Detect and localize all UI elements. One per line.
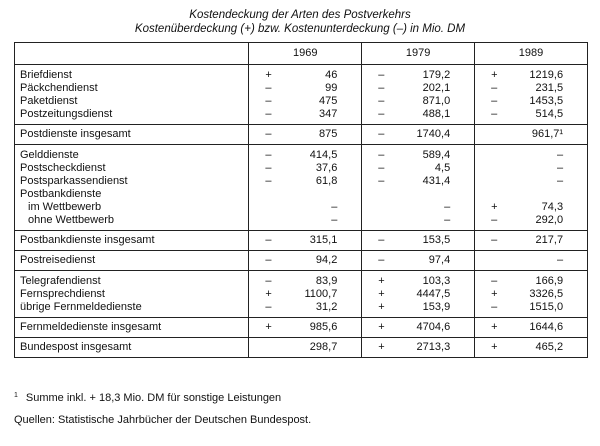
value-sign: –: [378, 234, 385, 246]
value-cell: [249, 95, 362, 108]
value-sign: +: [378, 341, 385, 353]
value-cell: [475, 318, 588, 338]
value-sign: –: [265, 275, 272, 287]
row-label: [15, 82, 249, 95]
value-number: 1219,6: [529, 69, 564, 81]
value-number: 514,5: [535, 108, 564, 120]
value-number: –: [444, 201, 451, 213]
value-sign: –: [265, 254, 272, 266]
value-sign: –: [265, 162, 272, 174]
row-label: [15, 201, 249, 214]
value-number: 589,4: [422, 149, 451, 161]
value-number: 871,0: [422, 95, 451, 107]
table-row: [15, 231, 588, 251]
value-cell: [249, 65, 362, 83]
value-sign: –: [378, 108, 385, 120]
row-label-text: Postreisedienst: [20, 254, 96, 266]
table-row: [15, 175, 588, 188]
row-label-text: Telegrafendienst: [20, 275, 101, 287]
value-cell: [362, 231, 475, 251]
value-cell: [475, 271, 588, 289]
table-row: [15, 201, 588, 214]
value-sign: –: [491, 82, 498, 94]
value-sign: –: [265, 301, 272, 313]
value-sign: –: [491, 108, 498, 120]
row-label-text: Postscheckdienst: [20, 162, 106, 174]
value-sign: +: [378, 275, 385, 287]
value-sign: –: [265, 128, 272, 140]
row-label: [15, 65, 249, 83]
table-row: [15, 288, 588, 301]
value-sign: –: [378, 149, 385, 161]
value-number: 37,6: [315, 162, 338, 174]
value-sign: +: [265, 69, 272, 81]
row-label-text: Bundespost insgesamt: [20, 341, 132, 353]
value-sign: +: [378, 288, 385, 300]
value-number: 488,1: [422, 108, 451, 120]
value-sign: +: [491, 341, 498, 353]
value-number: 3326,5: [529, 288, 564, 300]
sources-note: Quellen: Statistische Jahrbücher der Deutschen Bundespost.: [14, 414, 312, 426]
value-number: 179,2: [422, 69, 451, 81]
value-cell: [249, 162, 362, 175]
value-number: 99: [325, 82, 338, 94]
row-label: [15, 288, 249, 301]
value-number: 347: [318, 108, 338, 120]
value-cell: [249, 125, 362, 145]
value-number: 292,0: [535, 214, 564, 226]
value-cell: [475, 175, 588, 188]
value-number: 465,2: [535, 341, 564, 353]
value-cell: [249, 214, 362, 231]
value-cell: [362, 188, 475, 201]
value-cell: [249, 271, 362, 289]
value-cell: [475, 145, 588, 163]
value-number: 217,7: [535, 234, 564, 246]
value-cell: [249, 201, 362, 214]
value-cell: [475, 214, 588, 231]
value-number: 1740,4: [416, 128, 451, 140]
value-cell: [249, 188, 362, 201]
value-number: 31,2: [315, 301, 338, 313]
value-cell: [475, 288, 588, 301]
row-label: [15, 145, 249, 163]
table-row: [15, 188, 588, 201]
value-number: 875: [318, 128, 338, 140]
value-number: 1515,0: [529, 301, 564, 313]
value-cell: [249, 251, 362, 271]
value-cell: [362, 162, 475, 175]
value-number: –: [556, 175, 564, 187]
value-cell: [362, 108, 475, 125]
footnote: [14, 389, 281, 405]
value-sign: –: [265, 95, 272, 107]
value-number: 74,3: [541, 201, 564, 213]
value-number: –: [556, 162, 564, 174]
value-number: 83,9: [315, 275, 338, 287]
value-sign: –: [491, 95, 498, 107]
value-number: 2713,3: [416, 341, 451, 353]
value-number: 153,9: [422, 301, 451, 313]
table-row: [15, 318, 588, 338]
value-number: 97,4: [428, 254, 451, 266]
value-sign: +: [378, 301, 385, 313]
value-sign: –: [378, 128, 385, 140]
value-sign: –: [378, 162, 385, 174]
value-sign: –: [378, 82, 385, 94]
value-cell: [362, 95, 475, 108]
value-number: 4704,6: [416, 321, 451, 333]
value-sign: +: [491, 321, 498, 333]
value-cell: [475, 125, 588, 145]
table-body: [15, 65, 588, 358]
value-sign: –: [378, 175, 385, 187]
table-row: [15, 125, 588, 145]
row-label-text: Fernmeldedienste insgesamt: [20, 321, 162, 333]
value-number: 103,3: [422, 275, 451, 287]
table-row: [15, 145, 588, 163]
row-label: [15, 214, 249, 231]
value-cell: [475, 65, 588, 83]
row-label: [15, 251, 249, 271]
row-label-text: Paketdienst: [20, 95, 78, 107]
value-cell: [475, 82, 588, 95]
value-number: 4,5: [434, 162, 451, 174]
value-cell: [249, 145, 362, 163]
value-sign: +: [265, 321, 272, 333]
value-cell: [249, 231, 362, 251]
value-number: –: [331, 214, 338, 226]
header-cell: 1969: [249, 43, 362, 65]
value-sign: +: [491, 288, 498, 300]
row-label-text: Postsparkassendienst: [20, 175, 128, 187]
value-number: 166,9: [535, 275, 564, 287]
value-cell: [475, 162, 588, 175]
value-number: 298,7: [309, 341, 338, 353]
table-row: [15, 108, 588, 125]
value-sign: +: [378, 321, 385, 333]
table-row: [15, 95, 588, 108]
table-row: [15, 301, 588, 318]
row-label-text: Postbankdienste: [20, 188, 102, 200]
row-label: [15, 175, 249, 188]
value-sign: –: [265, 108, 272, 120]
value-sign: –: [491, 275, 498, 287]
row-label-text: ohne Wettbewerb: [28, 214, 115, 226]
value-cell: [362, 271, 475, 289]
value-sign: +: [491, 69, 498, 81]
value-cell: [475, 251, 588, 271]
value-number: 1453,5: [529, 95, 564, 107]
row-label: [15, 338, 249, 358]
value-number: 4447,5: [416, 288, 451, 300]
value-cell: [249, 318, 362, 338]
value-cell: [475, 301, 588, 318]
value-number: 202,1: [422, 82, 451, 94]
value-cell: [249, 338, 362, 358]
value-sign: –: [491, 301, 498, 313]
row-label-text: Postdienste insgesamt: [20, 128, 131, 140]
row-label-text: übrige Fernmeldedienste: [20, 301, 142, 313]
value-cell: [249, 82, 362, 95]
value-number: –: [556, 149, 564, 161]
value-number: 985,6: [309, 321, 338, 333]
value-cell: [249, 108, 362, 125]
value-cell: [362, 214, 475, 231]
value-cell: [475, 108, 588, 125]
value-cell: [249, 301, 362, 318]
value-cell: [362, 338, 475, 358]
table-row: [15, 82, 588, 95]
value-sign: +: [491, 201, 498, 213]
row-label-text: im Wettbewerb: [28, 201, 102, 213]
footnote-marker: 1: [14, 392, 18, 399]
value-cell: [475, 95, 588, 108]
value-cell: [362, 145, 475, 163]
header-row: [15, 43, 588, 65]
value-number: 231,5: [535, 82, 564, 94]
value-cell: [362, 125, 475, 145]
value-sign: –: [491, 234, 498, 246]
value-cell: [362, 301, 475, 318]
cost-coverage-table: [14, 42, 588, 358]
row-label: [15, 108, 249, 125]
header-cell: 1979: [362, 43, 475, 65]
value-cell: [362, 175, 475, 188]
row-label: [15, 271, 249, 289]
title-line-1: Kostendeckung der Arten des Postverkehrs: [189, 9, 411, 21]
value-cell: [249, 288, 362, 301]
value-cell: [362, 251, 475, 271]
value-sign: –: [265, 234, 272, 246]
value-sign: +: [265, 288, 272, 300]
value-cell: [475, 231, 588, 251]
value-sign: –: [265, 82, 272, 94]
value-cell: [475, 338, 588, 358]
value-number: 61,8: [315, 175, 338, 187]
table-row: [15, 214, 588, 231]
row-label-text: Fernsprechdienst: [20, 288, 105, 300]
table-row: [15, 271, 588, 289]
table-row: [15, 338, 588, 358]
value-number: 431,4: [422, 175, 451, 187]
header-cell: 1989: [475, 43, 588, 65]
header-cell: [15, 43, 249, 65]
table-row: [15, 65, 588, 83]
value-number: 1644,6: [529, 321, 564, 333]
value-number: –: [331, 201, 338, 213]
data-table: [14, 42, 588, 358]
value-cell: [362, 288, 475, 301]
value-cell: [362, 318, 475, 338]
value-sign: –: [265, 175, 272, 187]
table-title: [0, 8, 600, 36]
value-sign: –: [491, 214, 498, 226]
value-number: 475: [318, 95, 338, 107]
value-sign: –: [378, 254, 385, 266]
value-cell: [362, 201, 475, 214]
value-cell: [475, 188, 588, 201]
value-number: 961,7¹: [531, 128, 564, 140]
row-label: [15, 188, 249, 201]
row-label-text: Postbankdienste insgesamt: [20, 234, 155, 246]
value-cell: [249, 175, 362, 188]
value-number: 1100,7: [304, 288, 338, 300]
row-label-text: Postzeitungsdienst: [20, 108, 113, 120]
value-number: 153,5: [422, 234, 451, 246]
value-sign: –: [265, 149, 272, 161]
value-number: 315,1: [309, 234, 338, 246]
value-sign: –: [378, 95, 385, 107]
row-label: [15, 162, 249, 175]
table-row: [15, 162, 588, 175]
row-label: [15, 301, 249, 318]
value-number: 94,2: [315, 254, 338, 266]
row-label: [15, 95, 249, 108]
value-cell: [475, 201, 588, 214]
title-line-2: Kostenüberdeckung (+) bzw. Kostenunterdeckung (–) in Mio. DM: [134, 23, 466, 35]
value-number: –: [444, 214, 451, 226]
value-cell: [362, 82, 475, 95]
row-label-text: Päckchendienst: [20, 82, 98, 94]
row-label: [15, 125, 249, 145]
row-label-text: Briefdienst: [20, 69, 72, 81]
footnote-text: Summe inkl. + 18,3 Mio. DM für sonstige Leistungen: [25, 392, 282, 404]
value-cell: [362, 65, 475, 83]
row-label-text: Gelddienste: [20, 149, 79, 161]
row-label: [15, 231, 249, 251]
row-label: [15, 318, 249, 338]
value-number: 46: [325, 69, 338, 81]
value-number: 414,5: [309, 149, 338, 161]
table-row: [15, 251, 588, 271]
value-sign: –: [378, 69, 385, 81]
value-number: –: [556, 254, 564, 266]
